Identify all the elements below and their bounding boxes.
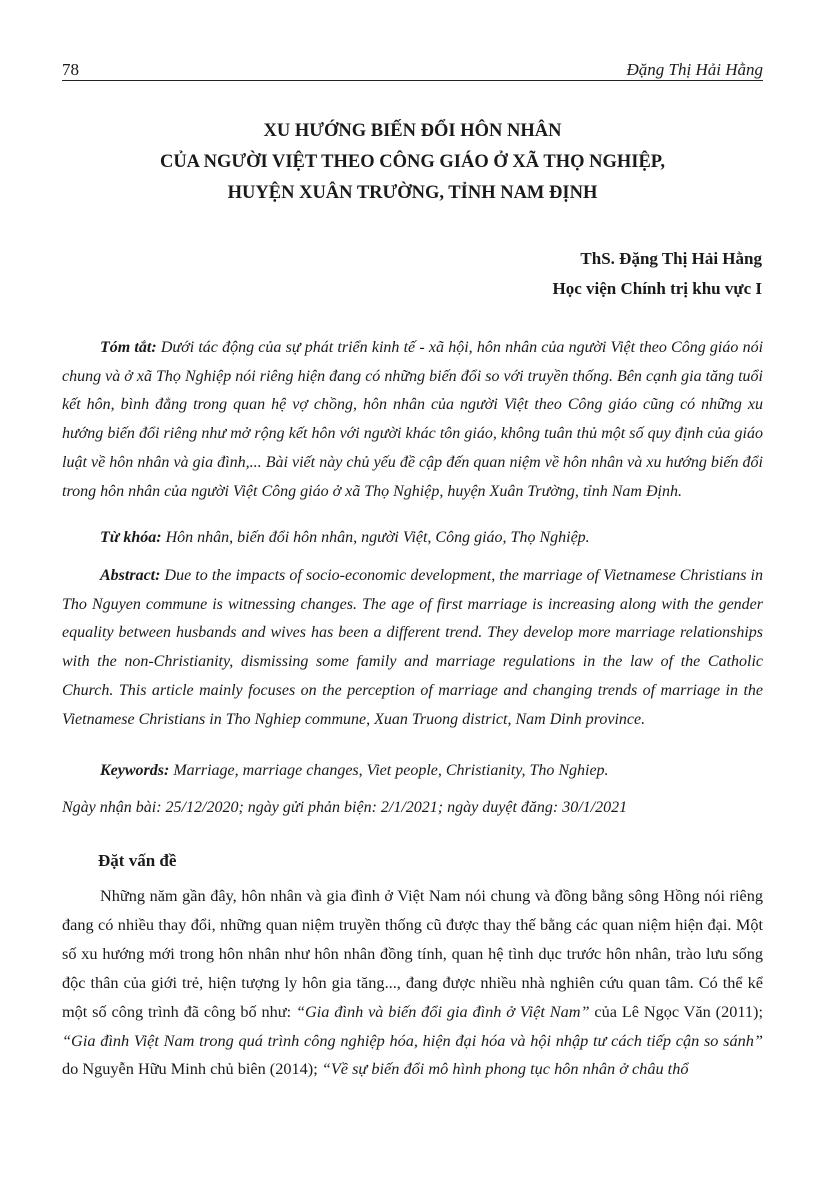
summary-text: Dưới tác động của sự phát triển kinh tế - xã hội, hôn nhân của người Việt theo Công giáo nói chung và ở xã Thọ Nghiệp nói riêng hiện đang có những biến đổi so với truyền thống. Bên cạnh gia tăng tuổi kết hôn, bình đẳng trong quan hệ vợ chồng, hôn nhân của người Việt theo Công giáo cũng có những xu hướng biến đổi riêng như mở rộng kết hôn với người khác tôn giáo, không tuân thủ một số quy định của giáo luật về hôn nhân và gia đình,... Bài viết này chủ yếu đề cập đến quan niệm về hôn nhân và xu hướng biến đổi trong hôn nhân của người Việt Công giáo ở xã Thọ Nghiệp, huyện Xuân Trường, tỉnh Nam Định. bbox=[62, 339, 764, 500]
title-line-1: XU HƯỚNG BIẾN ĐỔI HÔN NHÂN bbox=[263, 121, 562, 141]
keywords-en-label: Keywords: bbox=[100, 762, 170, 779]
author-block bbox=[552, 244, 762, 304]
section-heading: Đặt vấn đề bbox=[98, 851, 177, 870]
cited-work-3: “Về sự biến đổi mô hình phong tục hôn nhân ở châu thổ bbox=[321, 1059, 689, 1079]
page-number: 78 bbox=[62, 60, 79, 79]
keywords-vi-paragraph bbox=[62, 524, 763, 553]
keywords-vi-label: Từ khóa: bbox=[100, 529, 162, 546]
title-line-2: CỦA NGƯỜI VIỆT THEO CÔNG GIÁO Ở XÃ THỌ NGHIỆP, bbox=[159, 152, 666, 172]
body-paragraph bbox=[62, 882, 763, 1084]
body-text-3: do Nguyễn Hữu Minh chủ biên (2014); bbox=[62, 1059, 322, 1079]
abstract-text: Due to the impacts of socio-economic development, the marriage of Vietnamese Christians in Tho Nguyen commune is witnessing changes. The age of first marriage is increasing along with the gender equality between husbands and wives has been a different trend. They develop more marriage relationships with the non-Christianity, dismissing some family and marriage regulations in the law of the Catholic Church. This article mainly focuses on the perception of marriage and changing trends of marriage in the Vietnamese Christians in Tho Nghiep commune, Xuan Truong district, Nam Dinh province. bbox=[62, 567, 763, 728]
author-affiliation: Học viện Chính trị khu vực I bbox=[552, 279, 762, 298]
running-author: Đặng Thị Hải Hằng bbox=[626, 60, 763, 79]
keywords-vi-text: Hôn nhân, biến đổi hôn nhân, người Việt, Công giáo, Thọ Nghiệp. bbox=[165, 529, 590, 546]
author-name: ThS. Đặng Thị Hải Hằng bbox=[580, 249, 762, 268]
summary-label: Tóm tắt: bbox=[100, 339, 157, 356]
article-title bbox=[62, 116, 763, 209]
abstract-label: Abstract: bbox=[100, 567, 161, 584]
body-text-2: của Lê Ngọc Văn (2011); bbox=[589, 1001, 763, 1021]
keywords-en-paragraph bbox=[62, 757, 763, 786]
title-line-3: HUYỆN XUÂN TRƯỜNG, TỈNH NAM ĐỊNH bbox=[227, 183, 598, 203]
summary-paragraph bbox=[62, 334, 763, 506]
keywords-en-text: Marriage, marriage changes, Viet people, Christianity, Tho Nghiep. bbox=[173, 762, 609, 779]
body-text-1: Những năm gần đây, hôn nhân và gia đình ở Việt Nam nói chung và đồng bằng sông Hồng nói riêng đang có nhiều thay đổi, những quan niệm truyền thống cũ được thay thế bằng các quan niệm hiện đại. Một số xu hướng mới trong hôn nhân như hôn nhân đồng tính, quan hệ tình dục trước hôn nhân, trào lưu sống độc thân của giới trẻ, hiện tượng ly hôn gia tăng..., đang được nhiều nhà nghiên cứu quan tâm. Có thể kể một số công trình đã công bố như: bbox=[62, 886, 763, 1021]
running-header bbox=[62, 52, 763, 81]
cited-work-2: “Gia đình Việt Nam trong quá trình công nghiệp hóa, hiện đại hóa và hội nhập tư cách tiếp cận so sánh” bbox=[62, 1030, 763, 1050]
cited-work-1: “Gia đình và biến đổi gia đình ở Việt Nam” bbox=[295, 1001, 590, 1021]
submission-dates: Ngày nhận bài: 25/12/2020; ngày gửi phản biện: 2/1/2021; ngày duyệt đăng: 30/1/2021 bbox=[62, 799, 628, 816]
abstract-paragraph bbox=[62, 562, 763, 734]
